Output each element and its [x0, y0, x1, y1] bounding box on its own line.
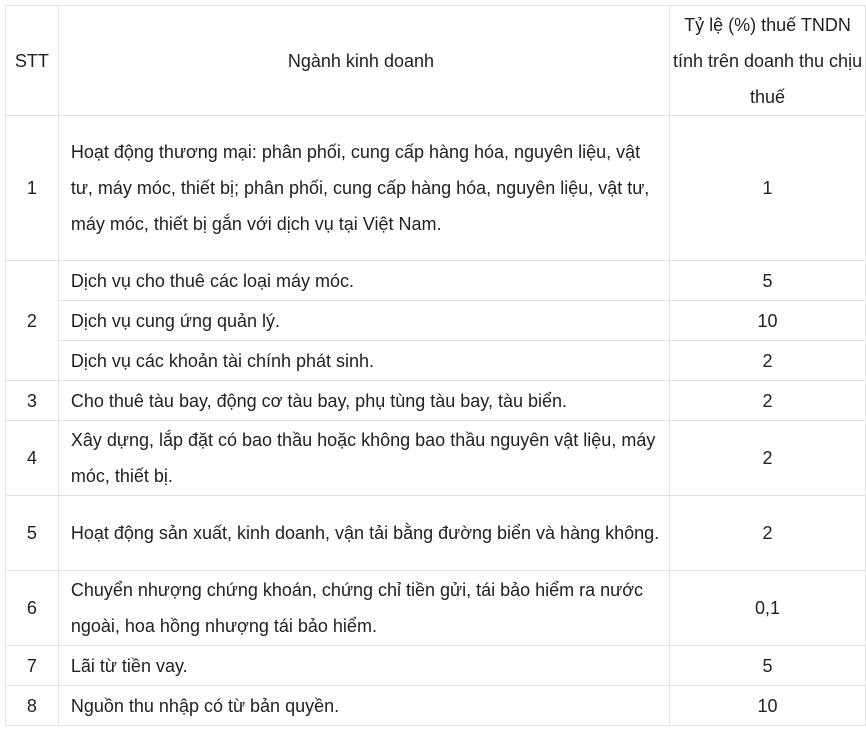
row-business-sector: Nguồn thu nhập có từ bản quyền.: [58, 686, 669, 726]
row-business-sector: Hoạt động sản xuất, kinh doanh, vận tải bằng đường biển và hàng không.: [58, 496, 669, 571]
row-tax-rate: 2: [670, 341, 866, 381]
table-row: [6, 571, 866, 646]
table-row: [6, 261, 866, 301]
row-business-sector: Chuyển nhượng chứng khoán, chứng chỉ tiền gửi, tái bảo hiểm ra nước ngoài, hoa hồng nhượng tái bảo hiểm.: [58, 571, 669, 646]
row-tax-rate: 2: [670, 381, 866, 421]
header-tax-rate: Tỷ lệ (%) thuế TNDN tính trên doanh thu chịu thuế: [670, 6, 866, 116]
row-tax-rate: 10: [670, 301, 866, 341]
table-row: [6, 496, 866, 571]
row-stt: 6: [6, 571, 59, 646]
header-stt: STT: [6, 6, 59, 116]
table-row: [6, 381, 866, 421]
row-business-sector: Lãi từ tiền vay.: [58, 646, 669, 686]
table-row: [6, 341, 866, 381]
row-business-sector: Dịch vụ cho thuê các loại máy móc.: [58, 261, 669, 301]
row-tax-rate: 5: [670, 261, 866, 301]
row-tax-rate: 5: [670, 646, 866, 686]
row-business-sector: Hoạt động thương mại: phân phối, cung cấp hàng hóa, nguyên liệu, vật tư, máy móc, thiết bị; phân phối, cung cấp hàng hóa, nguyên liệu, vật tư, máy móc, thiết bị gắn với dịch vụ tại Việt Nam.: [58, 116, 669, 261]
table-row: [6, 686, 866, 726]
row-tax-rate: 1: [670, 116, 866, 261]
row-business-sector: Dịch vụ các khoản tài chính phát sinh.: [58, 341, 669, 381]
tax-rate-table: [5, 5, 866, 726]
row-stt: 3: [6, 381, 59, 421]
header-business-sector: Ngành kinh doanh: [58, 6, 669, 116]
row-tax-rate: 10: [670, 686, 866, 726]
header-row: [6, 6, 866, 116]
row-stt: 7: [6, 646, 59, 686]
row-tax-rate: 2: [670, 421, 866, 496]
row-stt: 1: [6, 116, 59, 261]
table-row: [6, 646, 866, 686]
row-tax-rate: 2: [670, 496, 866, 571]
row-stt: 4: [6, 421, 59, 496]
table-row: [6, 301, 866, 341]
row-stt: 8: [6, 686, 59, 726]
row-business-sector: Cho thuê tàu bay, động cơ tàu bay, phụ tùng tàu bay, tàu biển.: [58, 381, 669, 421]
row-business-sector: Dịch vụ cung ứng quản lý.: [58, 301, 669, 341]
row-business-sector: Xây dựng, lắp đặt có bao thầu hoặc không bao thầu nguyên vật liệu, máy móc, thiết bị.: [58, 421, 669, 496]
row-tax-rate: 0,1: [670, 571, 866, 646]
row-stt: 2: [6, 261, 59, 381]
table-row: [6, 421, 866, 496]
table-row: [6, 116, 866, 261]
row-stt: 5: [6, 496, 59, 571]
